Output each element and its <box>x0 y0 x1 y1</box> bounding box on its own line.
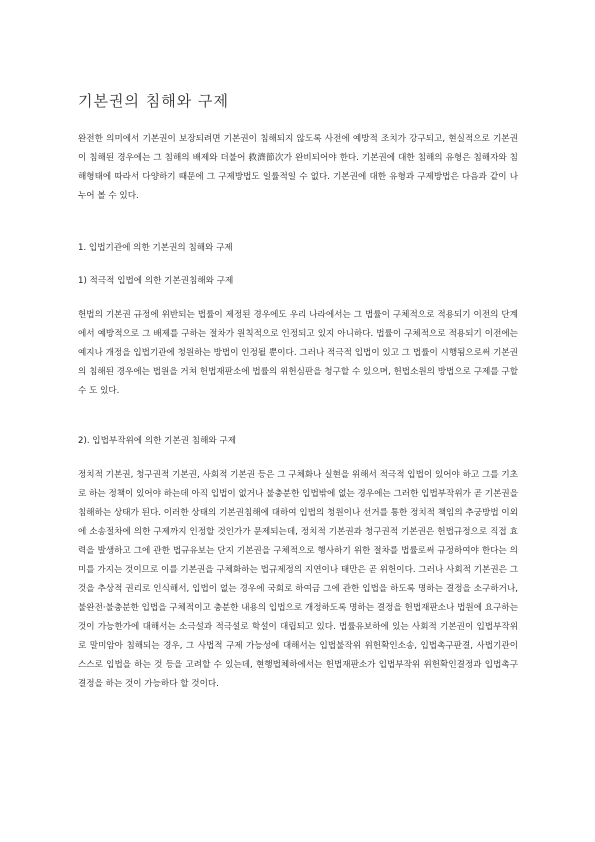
section-1-heading: 1. 입법기관에 의한 기본권의 침해와 구제 <box>78 243 233 253</box>
subsection-2-paragraph: 정치적 기본권, 청구권적 기본권, 사회적 기본권 등은 그 구체화나 실현을 위해서 적극적 입법이 있어야 하고 그를 기초로 하는 정책이 있어야 하는데 아직 입법이 없거나 불충분한 입법밖에 없는 경우에는 그러한 입법부작위가 곧 기본권을 침해하는 상태가 된다. 이러한 상태의 기본권침해에 대하여 입법의 청원이나 선거를 통한 정치적 책임의 추궁방법 이외에 소송절차에 의한 구제까지 인정할 것인가가 문제되는데, 정치적 기본권과 청구권적 기본권은 헌법규정으로 직접 효력을 발생하고 그에 관한 법규유보는 단지 기본권을 구체적으로 행사하기 위한 절차를 법률로써 규정하여야 한다는 의미를 가지는 것이므로 이를 기본권을 구체화하는 법규제정의 지연이나 태만은 곧 위헌이다. 그러나 사회적 기본권은 그것을 추상적 권리로 인식해서, 입법이 없는 경우에 국회로 하여금 그에 관한 입법을 하도록 명하는 결정을 소구하거나, 불완전·불충분한 입법을 구체적이고 충분한 내용의 입법으로 개정하도록 명하는 결정을 헌법재판소나 법원에 요구하는 것이 가능한가에 대해서는 소극설과 적극설로 학설이 대립되고 있다. 법률유보하에 있는 사회적 기본권이 입법부작위로 말미암아 침해되는 경우, 그 사법적 구제 가능성에 대해서는 입법불작위 위헌확인소송, 입법촉구판결, 사법기관이 스스로 입법을 하는 것 등을 고려할 수 있는데, 현행법체하에서는 헌법재판소가 입법부작위 위헌확인결정과 입법촉구결정을 하는 것이 가능하다 할 것이다. <box>78 470 518 689</box>
subsection-1-paragraph: 헌법의 기본권 규정에 위반되는 법률이 제정된 경우에도 우리 나라에서는 그 법률이 구체적으로 적용되기 이전의 단계에서 예방적으로 그 배제를 구하는 절차가 원칙적으로 인정되고 있지 아니하다. 법률이 구체적으로 적용되기 이전에는 예지나 개정을 입법기관에 청원하는 방법이 인정될 뿐이다. 그러나 적극적 입법이 있고 그 법률이 시행됨으로써 기본권의 침해된 경우에는 법원을 거쳐 헌법재판소에 법률의 위헌심판을 청구할 수 있으며, 헌법소원의 방법으로 구제를 구할 수 도 있다. <box>78 310 518 396</box>
subsection-1-heading: 1) 적극적 입법에 의한 기본권침해와 구제 <box>78 276 234 286</box>
document-title: 기본권의 침해와 구제 <box>78 92 229 110</box>
intro-paragraph: 완전한 의미에서 기본권이 보장되려면 기본권이 침해되지 않도록 사전에 예방적 조치가 강구되고, 현실적으로 기본권이 침해된 경우에는 그 침해의 배제와 더불어 救濟節次가 완비되어야 한다. 기본권에 대한 침해의 유형은 침해자와 침해형태에 따라서 다양하기 때문에 그 구제방법도 일률적일 수 없다. 기본권에 대한 유형과 구제방법은 다음과 같이 나누어 볼 수 있다. <box>78 134 518 201</box>
subsection-2-heading: 2). 입법부작위에 의한 기본권 침해와 구제 <box>78 436 237 446</box>
